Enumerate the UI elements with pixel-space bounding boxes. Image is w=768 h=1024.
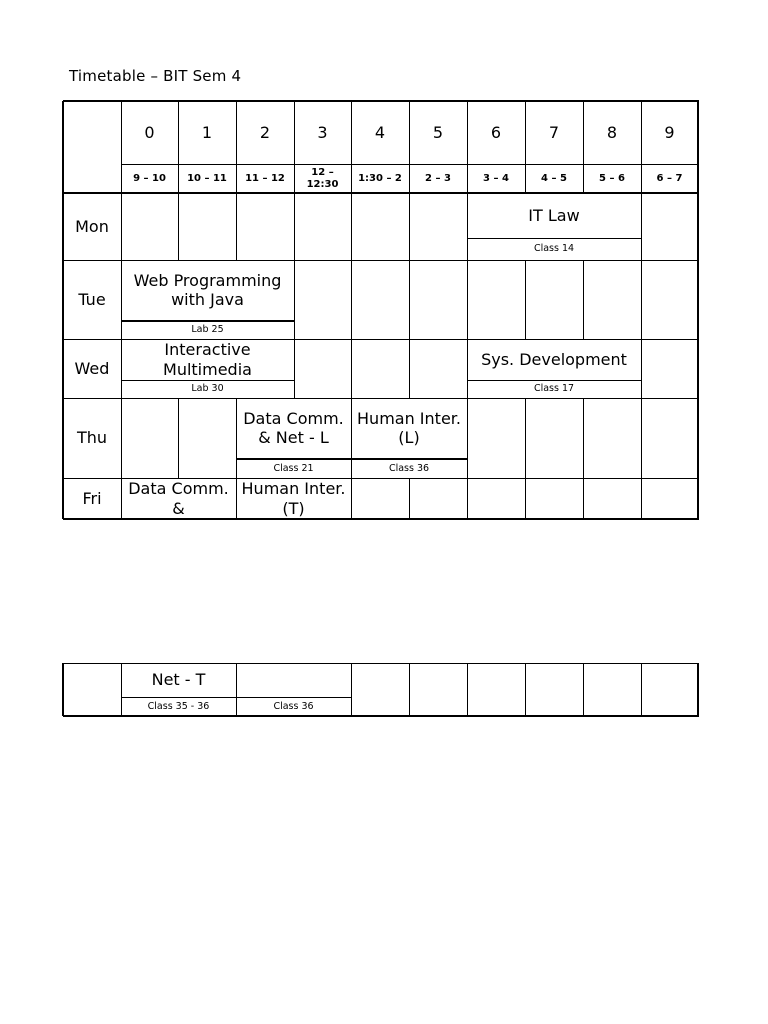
vertical-rule: [467, 478, 468, 519]
room-label: Class 36: [388, 462, 430, 474]
vertical-rule: [409, 663, 410, 716]
period-number: 5: [432, 122, 444, 142]
room-label: Class 36: [273, 700, 314, 712]
course-name: Data Comm. & Net - L: [243, 408, 344, 447]
vertical-rule: [409, 478, 410, 519]
vertical-rule: [583, 398, 584, 478]
vertical-rule: [583, 478, 584, 519]
vertical-rule: [351, 339, 352, 398]
day-label: Tue: [78, 289, 106, 309]
day-label: Thu: [76, 428, 108, 448]
course-name: IT Law: [528, 205, 580, 225]
period-time: 11 – 12: [245, 172, 285, 184]
room-label: Class 17: [533, 383, 575, 395]
period-number: 7: [548, 122, 560, 142]
period-number: 4: [374, 122, 386, 142]
vertical-rule: [409, 193, 410, 260]
vertical-rule: [525, 398, 526, 478]
vertical-rule: [641, 260, 642, 339]
vertical-rule: [641, 398, 642, 478]
vertical-rule: [467, 260, 468, 339]
period-number: 6: [490, 122, 502, 142]
period-time: 3 – 4: [483, 172, 509, 184]
vertical-rule: [178, 193, 179, 260]
course-name: Data Comm. &: [128, 479, 229, 518]
vertical-rule: [351, 193, 352, 260]
period-time: 2 – 3: [425, 172, 451, 184]
column-rule: [62, 101, 64, 193]
table-right-border: [697, 193, 699, 519]
period-number: 8: [606, 122, 618, 142]
vertical-rule: [583, 663, 584, 716]
day-label: Mon: [75, 216, 109, 236]
period-number: 2: [259, 122, 271, 142]
day-label: Fri: [82, 488, 102, 508]
vertical-rule: [525, 260, 526, 339]
table-edge: [62, 663, 64, 716]
vertical-rule: [467, 663, 468, 716]
page-title: Timetable – BIT Sem 4: [69, 67, 242, 85]
vertical-rule: [525, 478, 526, 519]
period-time: 10 – 11: [187, 172, 227, 184]
period-time: 1:30 – 2: [358, 172, 402, 184]
period-time: 6 – 7: [656, 172, 683, 184]
course-name: Net - T: [151, 670, 206, 690]
course-name: Human Inter. (T): [241, 479, 346, 518]
period-time: 9 – 10: [133, 172, 166, 184]
vertical-rule: [409, 260, 410, 339]
vertical-rule: [583, 260, 584, 339]
period-number: 3: [317, 122, 328, 142]
period-time: 12 – 12:30: [306, 166, 339, 190]
course-name: Interactive Multimedia: [163, 340, 252, 379]
period-time: 5 – 6: [599, 172, 625, 184]
room-label: Class 21: [273, 462, 314, 474]
vertical-rule: [236, 193, 237, 260]
table-edge: [697, 663, 699, 716]
vertical-rule: [641, 663, 642, 716]
vertical-rule: [178, 398, 179, 478]
period-number: 9: [664, 122, 675, 142]
course-name: Human Inter. (L): [357, 408, 461, 447]
vertical-rule: [641, 478, 642, 519]
vertical-rule: [525, 663, 526, 716]
day-label: Wed: [74, 358, 110, 378]
vertical-rule: [409, 339, 410, 398]
course-name: Sys. Development: [481, 349, 627, 369]
period-number: 1: [201, 122, 213, 142]
room-label: Class 14: [533, 243, 575, 255]
room-label: Lab 30: [191, 383, 224, 395]
course-name: Web Programming with Java: [133, 270, 282, 309]
vertical-rule: [351, 260, 352, 339]
room-label: Lab 25: [191, 324, 224, 336]
period-number: 0: [144, 122, 155, 142]
vertical-rule: [294, 193, 295, 260]
period-time: 4 – 5: [541, 172, 567, 184]
room-label: Class 35 - 36: [147, 700, 210, 712]
